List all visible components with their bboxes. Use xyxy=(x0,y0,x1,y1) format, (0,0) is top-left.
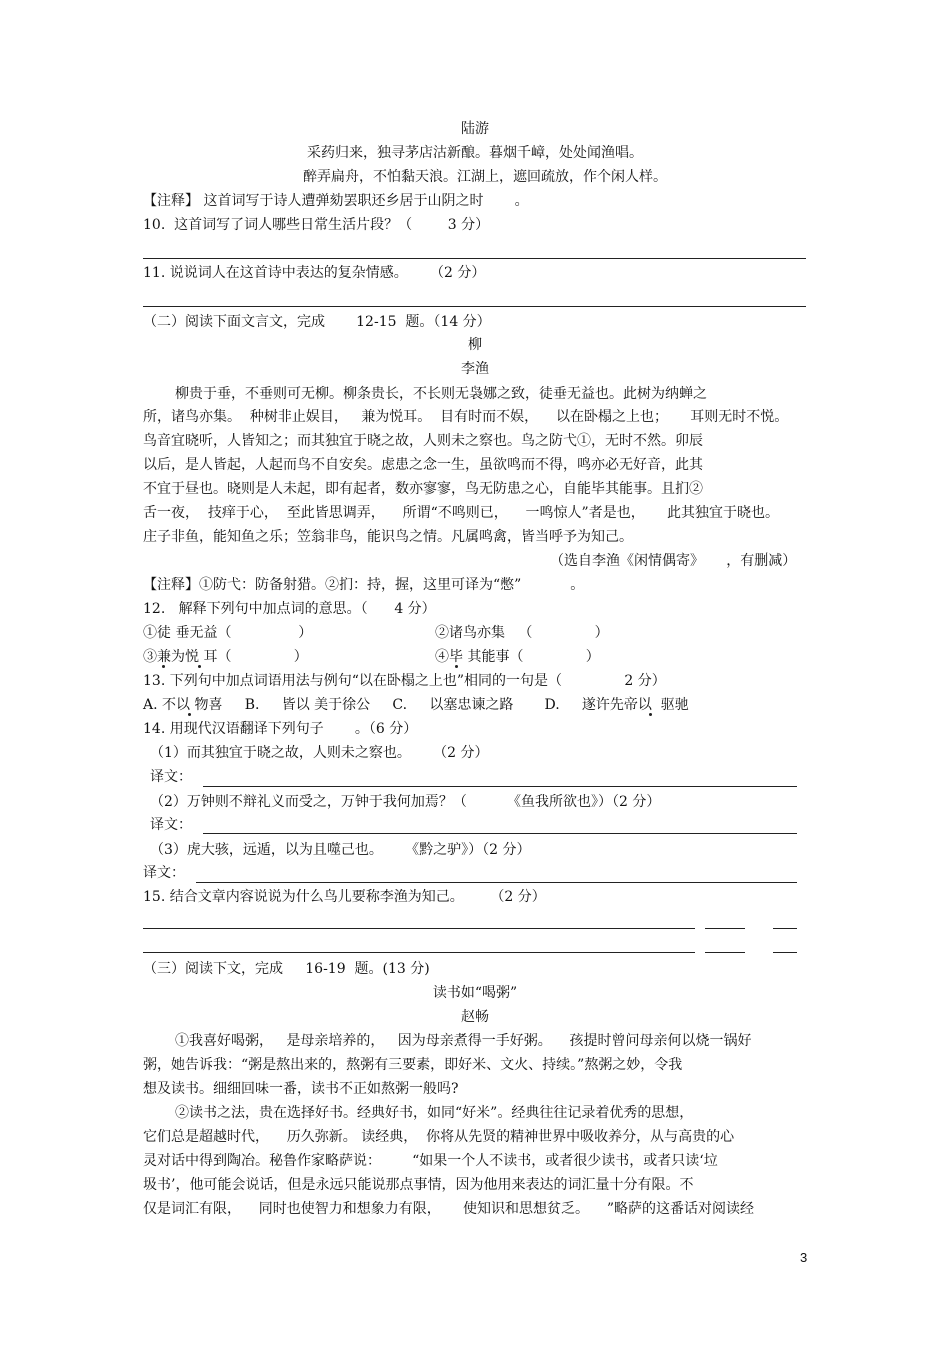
question-14: 14. 用现代汉语翻译下列句子 。（6 分） xyxy=(143,721,418,737)
question-14-item-1: （1）而其独宜于晓之故，人则未之察也。 （2 分） xyxy=(150,745,489,761)
question-12-item-1: ①徒 垂无益（ ） xyxy=(143,625,313,641)
answer-line-15[interactable] xyxy=(773,928,797,929)
question-12-item-3: ③兼为悦 耳（ ） xyxy=(143,649,308,665)
answer-line-10[interactable] xyxy=(143,258,806,259)
part3-para-line: 粥，她告诉我：“粥是熬出来的，熬粥有三要素，即好米、文火、持续。”熬粥之妙，令我 xyxy=(143,1057,683,1073)
part2-title: 柳 xyxy=(468,337,482,353)
part3-para-line: ①我喜好喝粥， 是母亲培养的， 因为母亲煮得一手好粥。 孩提时曾问母亲何以烧一锅好 xyxy=(175,1033,752,1049)
translation-label: 译文： xyxy=(150,769,192,785)
part3-para-line: ②读书之法，贵在选择好书。经典好书，如同“好米”。经典往往记录着优秀的思想， xyxy=(175,1105,694,1121)
part2-para-line: 鸟音宜晓听，人皆知之；而其独宜于晓之故，人则未之察也。鸟之防弋①，无时不然。卯辰 xyxy=(143,433,703,449)
question-14-item-2: （2）万钟则不辩礼义而受之，万钟于我何加焉？（ 《鱼我所欲也》）（2 分） xyxy=(150,794,661,810)
question-11: 11. 说说词人在这首诗中表达的复杂情感。 （2 分） xyxy=(143,265,486,281)
answer-line-15[interactable] xyxy=(705,952,745,953)
answer-line-11[interactable] xyxy=(143,306,806,307)
answer-line-14-3[interactable] xyxy=(196,882,797,883)
part3-author: 赵畅 xyxy=(461,1009,489,1025)
translation-label: 译文： xyxy=(150,817,192,833)
question-14-item-3: （3）虎大骇，远遁，以为且噬己也。 《黔之驴》）（2 分） xyxy=(150,842,531,858)
answer-line-15[interactable] xyxy=(773,952,797,953)
question-13-options: A. 不以 物喜 B. 皆以 美于徐公 C. 以塞忠谏之路 D. 遂许先帝以 驱驰 xyxy=(143,697,689,713)
answer-line-15[interactable] xyxy=(143,928,695,929)
part2-para-line: 柳贵于垂，不垂则可无柳。柳条贵长，不长则无袅娜之致，徒垂无益也。此树为纳蝉之 xyxy=(175,386,707,402)
poem-line-2: 醉弄扁舟，不怕黏天浪。江湖上，遮回疏放，作个闲人样。 xyxy=(303,169,667,185)
question-12-item-2: ②诸鸟亦集 （ ） xyxy=(435,625,609,641)
emphasis-dot xyxy=(198,665,201,668)
translation-label: 译文： xyxy=(143,865,185,881)
part2-para-line: 庄子非鱼，能知鱼之乐；笠翁非鸟，能识鸟之情。凡属鸣禽，皆当呼予为知己。 xyxy=(143,529,633,545)
question-10: 10. 这首词写了词人哪些日常生活片段？（ 3 分） xyxy=(143,217,490,233)
emphasis-dot xyxy=(649,713,652,716)
part3-title: 读书如“喝粥” xyxy=(432,985,518,1001)
part3-para-line: 想及读书。细细回味一番，读书不正如熬粥一般吗? xyxy=(143,1081,459,1097)
part2-para-line: 以后，是人皆起，人起而鸟不自安矣。虑患之念一生，虽欲鸣而不得，鸣亦必无好音，此其 xyxy=(143,457,703,473)
part2-header: （二）阅读下面文言文，完成 12-15 题。（14 分） xyxy=(143,314,491,330)
part2-author: 李渔 xyxy=(461,361,489,377)
poem-poet: 陆游 xyxy=(461,121,489,137)
part3-para-line: 仅是词汇有限， 同时也使智力和想象力有限， 使知识和思想贫乏。 ”略萨的这番话对阅读经 xyxy=(143,1201,755,1217)
part2-para-line: 舌一夜， 技痒于心， 至此皆思调弄， 所谓“不鸣则已， 一鸣惊人”者是也， 此其独宜于晓也。 xyxy=(143,505,779,521)
part2-para-line: 所，诸鸟亦集。 种树非止娱目， 兼为悦耳。 目有时而不娱， 以在卧榻之上也； 耳则无时不悦。 xyxy=(143,409,789,425)
answer-line-14-2[interactable] xyxy=(203,833,797,834)
poem-line-1: 采药归来，独寻茅店沽新酿。暮烟千嶂，处处闻渔唱。 xyxy=(307,145,643,161)
part3-para-line: 灵对话中得到陶冶。秘鲁作家略萨说： “如果一个人不读书，或者很少读书，或者只读‘垃 xyxy=(143,1153,718,1169)
emphasis-dot xyxy=(162,665,165,668)
part2-note: 【注释】①防弋：防备射猎。②扪：持，握，这里可译为“憋” 。 xyxy=(143,577,585,593)
emphasis-dot xyxy=(455,665,458,668)
answer-line-14-1[interactable] xyxy=(203,786,797,787)
question-12: 12. 解释下列句中加点词的意思。（ 4 分） xyxy=(143,601,436,617)
question-13: 13. 下列句中加点词语用法与例句“以在卧榻之上也”相同的一句是（ 2 分） xyxy=(143,673,666,689)
poem-note: 【注释】 这首词写于诗人遭弹劾罢职还乡居于山阴之时 。 xyxy=(143,193,529,209)
part2-source: （选自李渔《闲情偶寄》 ，有删减） xyxy=(550,553,797,569)
part3-header: （三）阅读下文，完成 16-19 题。(13 分) xyxy=(143,961,430,977)
answer-line-15[interactable] xyxy=(705,928,745,929)
question-15: 15. 结合文章内容说说为什么鸟儿要称李渔为知己。 （2 分） xyxy=(143,889,546,905)
part2-para-line: 不宜于昼也。晓则是人未起，即有起者，数亦寥寥，鸟无防患之心，自能毕其能事。且扪② xyxy=(143,481,703,497)
emphasis-dot xyxy=(188,713,191,716)
question-12-item-4: ④毕 其能事（ ） xyxy=(435,649,600,665)
page-number: 3 xyxy=(800,1250,808,1265)
part3-para-line: 圾书’，他可能会说话，但是永远只能说那点事情，因为他用来表达的词汇量十分有限。不 xyxy=(143,1177,694,1193)
part3-para-line: 它们总是超越时代， 历久弥新。 读经典， 你将从先贤的精神世界中吸收养分，从与高贵的心 xyxy=(143,1129,735,1145)
answer-line-15[interactable] xyxy=(143,952,695,953)
